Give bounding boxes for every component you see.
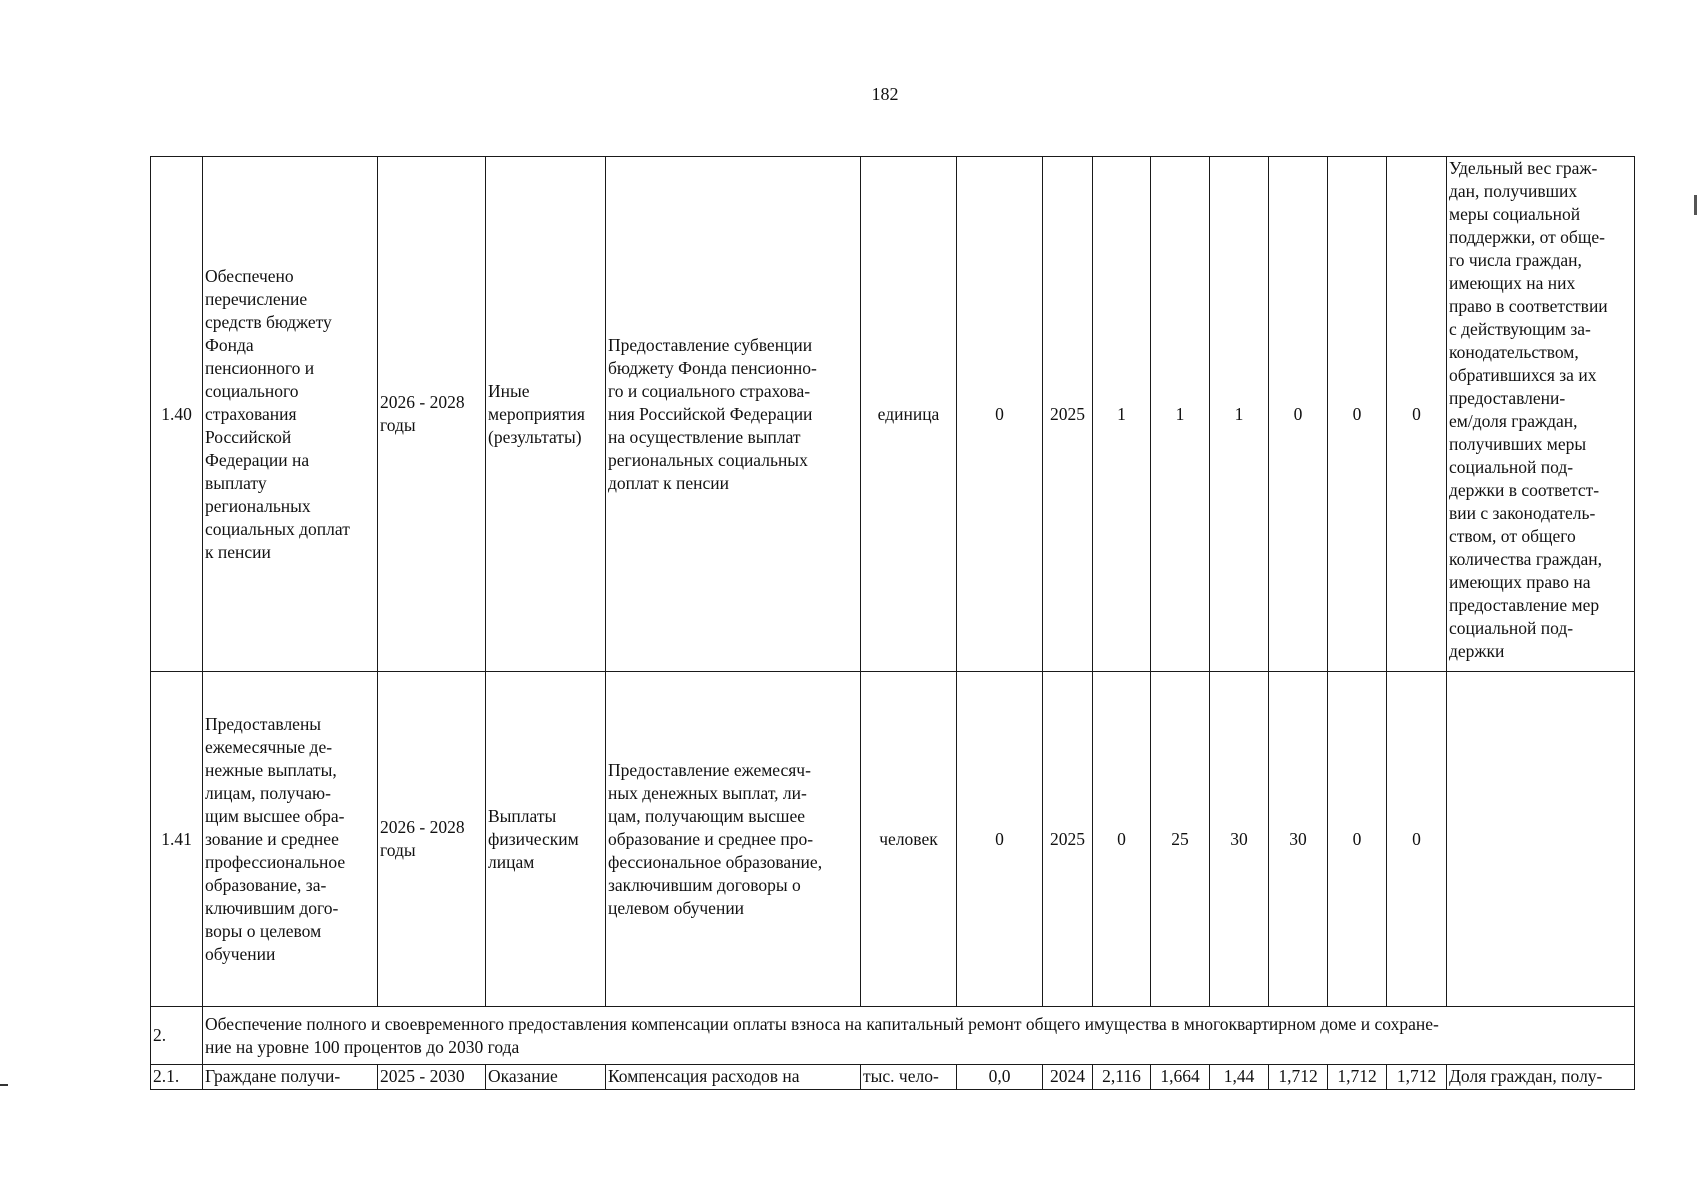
- document-table: [150, 156, 1635, 1090]
- period: 2026 - 2028 годы: [378, 157, 486, 672]
- value-2: 25: [1151, 672, 1210, 1007]
- description: Предоставление ежемесяч- ных денежных выплат, ли- цам, получающим высшее образование и среднее про- фессиональное образование, заключившим договоры о целевом обучении: [606, 672, 861, 1007]
- table-row: [151, 672, 1635, 1007]
- result-type: Иные мероприятия (результаты): [486, 157, 606, 672]
- result-name: Предоставлены ежемесячные де- нежные выплаты, лицам, получаю- щим высшее обра- зование и среднее профессиональное образование, за- ключившим дого- воры о целевом обучении: [203, 672, 378, 1007]
- value-3: 1: [1210, 157, 1269, 672]
- base-value: 0: [957, 157, 1043, 672]
- section-row: [151, 1007, 1635, 1065]
- page-number: 182: [871, 84, 899, 104]
- indicator: [1447, 672, 1635, 1007]
- indicator: Доля граждан, полу-: [1447, 1065, 1635, 1090]
- description: Предоставление субвенции бюджету Фонда пенсионно- го и социального страхова- ния Российской Федерации на осуществление выплат региональных социальных доплат к пенсии: [606, 157, 861, 672]
- value-2: 1,664: [1151, 1065, 1210, 1090]
- value-6: 0: [1387, 672, 1447, 1007]
- value-6: 0: [1387, 157, 1447, 672]
- section-number: 2.: [151, 1007, 203, 1065]
- value-1: 2,116: [1093, 1065, 1151, 1090]
- base-year: 2025: [1043, 157, 1093, 672]
- table-row: [151, 1065, 1635, 1090]
- result-name: Граждане получи-: [203, 1065, 378, 1090]
- result-type: Оказание: [486, 1065, 606, 1090]
- unit: единица: [861, 157, 957, 672]
- unit: человек: [861, 672, 957, 1007]
- value-5: 0: [1328, 157, 1387, 672]
- result-name: Обеспечено перечисление средств бюджету Фонда пенсионного и социального страхования Российской Федерации на выплату региональных социальных доплат к пенсии: [203, 157, 378, 672]
- row-number: 2.1.: [151, 1065, 203, 1090]
- value-3: 30: [1210, 672, 1269, 1007]
- value-3: 1,44: [1210, 1065, 1269, 1090]
- value-6: 1,712: [1387, 1065, 1447, 1090]
- unit: тыс. чело-: [861, 1065, 957, 1090]
- value-2: 1: [1151, 157, 1210, 672]
- value-1: 0: [1093, 672, 1151, 1007]
- period: 2025 - 2030: [378, 1065, 486, 1090]
- base-value: 0,0: [957, 1065, 1043, 1090]
- base-value: 0: [957, 672, 1043, 1007]
- row-number: 1.40: [151, 157, 203, 672]
- section-title: Обеспечение полного и своевременного предоставления компенсации оплаты взноса на капитальный ремонт общего имущества в многоквартирном доме и сохране- ние на уровне 100 процентов до 2030 года: [203, 1007, 1635, 1065]
- value-5: 0: [1328, 672, 1387, 1007]
- value-4: 1,712: [1269, 1065, 1328, 1090]
- value-4: 0: [1269, 157, 1328, 672]
- value-5: 1,712: [1328, 1065, 1387, 1090]
- table-row: [151, 157, 1635, 672]
- indicator: Удельный вес граж- дан, получивших меры социальной поддержки, от обще- го числа граждан, имеющих на них право в соответствии с действующим за- конодательством, обратившихся за их предоставлени- ем/доля граждан, получивших меры социальной под- держки в соответст- вии с законодатель- ством, от общего количества граждан, имеющих право на предоставление мер социальной под- держки: [1447, 157, 1635, 672]
- result-type: Выплаты физическим лицам: [486, 672, 606, 1007]
- scan-edge-mark: [0, 1084, 8, 1086]
- value-4: 30: [1269, 672, 1328, 1007]
- period: 2026 - 2028 годы: [378, 672, 486, 1007]
- base-year: 2024: [1043, 1065, 1093, 1090]
- base-year: 2025: [1043, 672, 1093, 1007]
- row-number: 1.41: [151, 672, 203, 1007]
- value-1: 1: [1093, 157, 1151, 672]
- description: Компенсация расходов на: [606, 1065, 861, 1090]
